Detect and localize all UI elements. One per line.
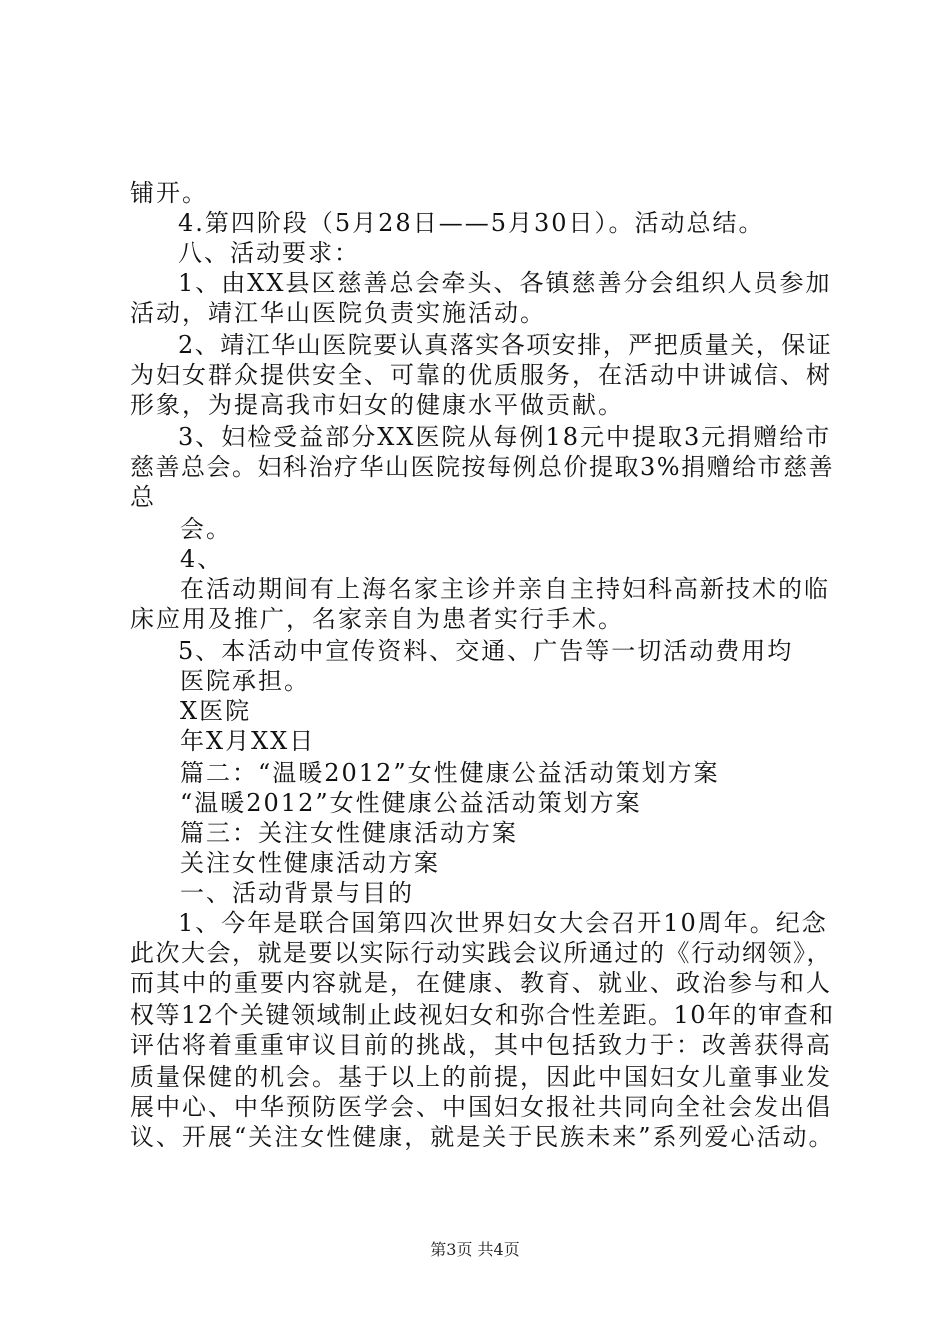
text-line: 展中心、中华预防医学会、中国妇女报社共同向全社会发出倡	[130, 1093, 832, 1121]
text-line: 铺开。	[130, 179, 208, 207]
section-heading: 八、活动要求：	[178, 239, 360, 267]
text-line: 此次大会，就是要以实际行动实践会议所通过的《行动纲领》，	[130, 939, 832, 967]
section-heading: 一、活动背景与目的	[180, 879, 414, 907]
signature-date: 年X月XX日	[180, 727, 316, 755]
text-line: 总	[130, 483, 156, 511]
text-line: 5、本活动中宣传资料、交通、广告等一切活动费用均	[178, 637, 794, 665]
page-footer: 第3页 共4页	[430, 1240, 520, 1259]
chapter-heading: 篇三：关注女性健康活动方案	[180, 819, 518, 847]
text-line: 活动，靖江华山医院负责实施活动。	[130, 299, 546, 327]
text-line: 在活动期间有上海名家主诊并亲自主持妇科高新技术的临	[180, 575, 830, 603]
chapter-title: “温暖2012”女性健康公益活动策划方案	[180, 789, 642, 817]
text-line: 为妇女群众提供安全、可靠的优质服务，在活动中讲诚信、树	[130, 361, 832, 389]
text-line: 会。	[180, 515, 232, 543]
text-line: 议、开展“关注女性健康，就是关于民族未来”系列爱心活动。	[130, 1123, 835, 1151]
text-line: 而其中的重要内容就是，在健康、教育、就业、政治参与和人	[130, 969, 832, 997]
text-line: 形象，为提高我市妇女的健康水平做贡献。	[130, 391, 624, 419]
text-line: 慈善总会。妇科治疗华山医院按每例总价提取3%捐赠给市慈善	[130, 453, 835, 481]
text-line: 3、妇检受益部分XX医院从每例18元中提取3元捐赠给市	[178, 423, 832, 451]
text-line: 4、	[180, 545, 224, 573]
chapter-heading: 篇二：“温暖2012”女性健康公益活动策划方案	[180, 759, 720, 787]
text-line: 4.第四阶段（5月28日——5月30日）。活动总结。	[178, 209, 765, 237]
text-line: 权等12个关键领域制止歧视妇女和弥合性差距。10年的审查和	[130, 1001, 835, 1029]
text-line: 评估将着重重审议目前的挑战，其中包括致力于：改善获得高	[130, 1031, 832, 1059]
chapter-title: 关注女性健康活动方案	[180, 849, 440, 877]
text-line: 1、由XX县区慈善总会牵头、各镇慈善分会组织人员参加	[178, 269, 832, 297]
text-line: 医院承担。	[180, 667, 310, 695]
text-line: 1、今年是联合国第四次世界妇女大会召开10周年。纪念	[178, 909, 828, 937]
text-line: 质量保健的机会。基于以上的前提，因此中国妇女儿童事业发	[130, 1063, 832, 1091]
text-line: 床应用及推广，名家亲自为患者实行手术。	[130, 605, 624, 633]
text-line: 2、靖江华山医院要认真落实各项安排，严把质量关，保证	[178, 331, 833, 359]
signature-org: X医院	[180, 697, 252, 725]
